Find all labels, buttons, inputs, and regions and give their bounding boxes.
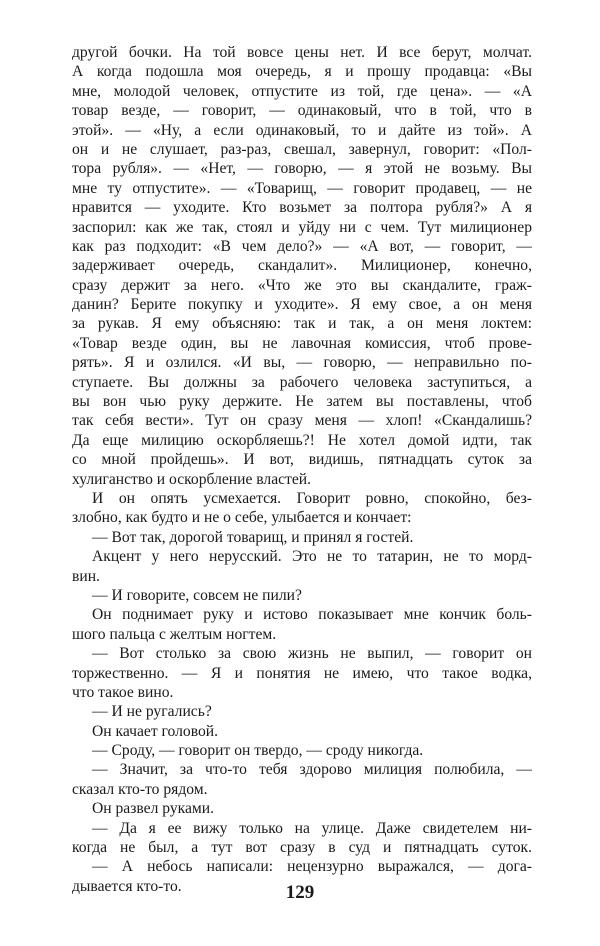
text-line: когда не был, а тут вот сразу в суд и пятнадцать суток. xyxy=(72,839,532,857)
text-line: задерживает очередь, скандалит». Милиционер, конечно, xyxy=(72,257,532,275)
text-line: нравится — уходите. Кто возьмет за полтора рубля?» А я xyxy=(72,199,532,217)
text-line: — А небось написали: нецензурно выражался, — дога- xyxy=(92,858,532,876)
text-line: сказал кто-то рядом. xyxy=(72,780,208,798)
text-line: — И не ругались? xyxy=(92,703,212,721)
text-line: хулиганство и оскорбление властей. xyxy=(72,470,312,488)
text-line: со мной пройдешь». И вот, видишь, пятнадцать суток за xyxy=(72,451,532,469)
text-line: мне, молодой человек, отпустите из той, где цена». — «А xyxy=(72,82,532,100)
text-line: он и не слушает, раз-раз, свешал, завернул, говорит: «Пол- xyxy=(72,140,532,158)
text-line: мне ту отпустите». — «Товарищ, — говорит продавец, — не xyxy=(72,179,532,197)
text-line: товар везде, — говорит, — одинаковый, что в той, что в xyxy=(72,102,532,120)
text-line: другой бочки. На той вовсе цены нет. И все берут, молчат. xyxy=(72,44,532,61)
text-line: за рукав. Я ему объясняю: так и так, а он меня локтем: xyxy=(72,315,532,333)
text-line: Он поднимает руку и истово показывает мне кончик боль- xyxy=(92,606,532,624)
text-line: сразу держит за него. «Что же это вы скандалите, граж- xyxy=(72,276,532,294)
text-line: А когда подошла моя очередь, я и прошу продавца: «Вы xyxy=(72,63,532,81)
text-line: — Вот так, дорогой товарищ, и принял я гостей. xyxy=(92,528,414,546)
text-line: — Да я ее вижу только на улице. Даже свидетелем ни- xyxy=(92,819,532,837)
text-line: злобно, как будто и не о себе, улыбается и кончает: xyxy=(72,509,412,527)
text-line: рять». Я и озлился. «И вы, — говорю, — неправильно по- xyxy=(72,354,532,372)
text-line: этой». — «Ну, а если одинаковый, то и дайте из той». А xyxy=(72,121,532,139)
page-number: 129 xyxy=(285,882,315,903)
text-line: вы вон чью руку держите. Не затем вы поставлены, чтоб xyxy=(72,393,532,411)
text-line: данин? Берите покупку и уходите». Я ему свое, а он меня xyxy=(72,296,532,314)
text-line: заспорил: как же так, стоял и уйду ни с чем. Тут милиционер xyxy=(72,218,532,236)
page-text xyxy=(72,43,532,896)
text-line: вин. xyxy=(72,567,100,585)
text-line: — Вот столько за свою жизнь не выпил, — говорит он xyxy=(92,645,532,663)
text-line: — Сроду, — говорит он твердо, — сроду никогда. xyxy=(92,742,424,760)
text-line: торжественно. — Я и понятия не имею, что такое водка, xyxy=(72,664,532,682)
text-line: ступаете. Вы должны за рабочего человека заступиться, а xyxy=(72,373,532,391)
text-line: Акцент у него нерусский. Это не то татарин, не то морд- xyxy=(92,548,532,566)
text-line: — И говорите, совсем не пили? xyxy=(92,586,302,604)
text-line: — Значит, за что-то тебя здорово милиция полюбила, — xyxy=(92,761,532,779)
text-line: дывается кто-то. xyxy=(72,877,182,895)
text-line: Он развел руками. xyxy=(92,800,215,818)
text-line: Он качает головой. xyxy=(92,722,219,740)
text-line: шого пальца с желтым ногтем. xyxy=(72,625,277,643)
text-line: Да еще милицию оскорбляешь?! Не хотел домой идти, так xyxy=(72,431,532,449)
text-line: тора рубля». — «Нет, — говорю, — я этой не возьму. Вы xyxy=(72,160,532,178)
text-line: что такое вино. xyxy=(72,683,174,701)
text-line: так себя вести». Тут он сразу меня — хлоп! «Скандалишь? xyxy=(72,412,532,430)
text-line: И он опять усмехается. Говорит ровно, спокойно, без- xyxy=(92,489,532,507)
text-line: «Товар везде один, вы не лавочная комиссия, чтоб прове- xyxy=(72,334,532,352)
text-line: как раз подходит: «В чем дело?» — «А вот, — говорит, — xyxy=(72,237,532,255)
